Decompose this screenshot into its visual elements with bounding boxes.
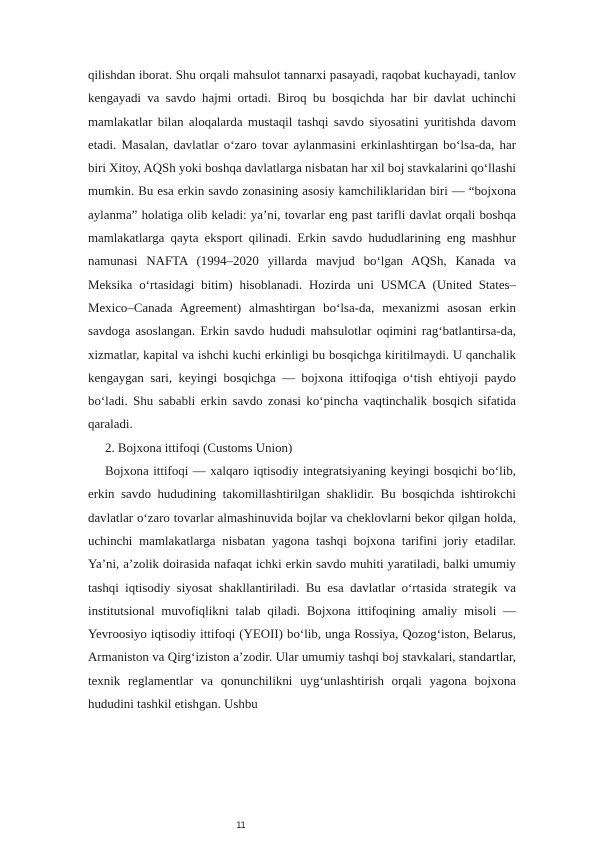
section-heading-customs-union: 2. Bojxona ittifoqi (Customs Union) <box>105 440 293 455</box>
page-number: 11 <box>236 820 246 830</box>
paragraph-free-trade-zone: qilishdan iborat. Shu orqali mahsulot tannarxi pasayadi, raqobat kuchayadi, tanlov kengayadi va savdo hajmi ortadi. Biroq bu bosqichda har bir davlat uchinchi mamlakatlar bilan aloqalarda mustaqil tashqi savdo siyosatini yuritishda davom etadi. Masalan, davlatlar o‘zaro tovar aylanmasini erkinlashtirgan bo‘lsa-da, har biri Xitoy, AQSh yoki boshqa davlatlarga nisbatan har xil boj stavkalarini qo‘llashi mumkin. Bu esa erkin savdo zonasining asosiy kamchiliklaridan biri — “bojxona aylanma” holatiga olib keladi: ya’ni, tovarlar eng past tarifli davlat orqali boshqa mamlakatlarga qayta eksport qilinadi. Erkin savdo hududlarining eng mashhur namunasi NAFTA (1994–2020 yillarda mavjud bo‘lgan AQSh, Kanada va Meksika o‘rtasidagi bitim) hisoblanadi. Hozirda uni USMCA (United States–Mexico–Canada Agreement) almashtirgan bo‘lsa-da, mexanizmi asosan erkin savdoga asoslangan. Erkin savdo hududi mahsulotlar oqimini rag‘batlantirsa-da, xizmatlar, kapital va ishchi kuchi erkinligi bu bosqichga kiritilmaydi. U qanchalik kengaygan sari, keyingi bosqichga — bojxona ittifoqiga o‘tish ehtiyoji paydo bo‘ladi. Shu sababli erkin savdo zonasi ko‘pincha vaqtinchalik bosqich sifatida qaraladi. <box>88 68 516 432</box>
paragraph-customs-union: Bojxona ittifoqi — xalqaro iqtisodiy integratsiyaning keyingi bosqichi bo‘lib, erkin savdo hududining takomillashtirilgan shaklidir. Bu bosqichda ishtirokchi davlatlar o‘zaro tovarlar almashinuvida bojlar va cheklovlarni bekor qilgan holda, uchinchi mamlakatlarga nisbatan yagona tashqi bojxona tarifini joriy etadilar. Ya’ni, a’zolik doirasida nafaqat ichki erkin savdo muhiti yaratiladi, balki umumiy tashqi iqtisodiy siyosat shakllantiriladi. Bu esa davlatlar o‘rtasida strategik va institutsional muvofiqlikni talab qiladi. Bojxona ittifoqining amaliy misoli — Yevroosiyo iqtisodiy ittifoqi (YEOII) bo‘lib, unga Rossiya, Qozog‘iston, Belarus, Armaniston va Qirg‘iziston a’zodir. Ular umumiy tashqi boj stavkalari, standartlar, texnik reglamentlar va qonunchilikni uyg‘unlashtirish orqali yagona bojxona hududini tashkil etishgan. Ushbu <box>88 464 516 712</box>
document-page <box>88 64 516 716</box>
